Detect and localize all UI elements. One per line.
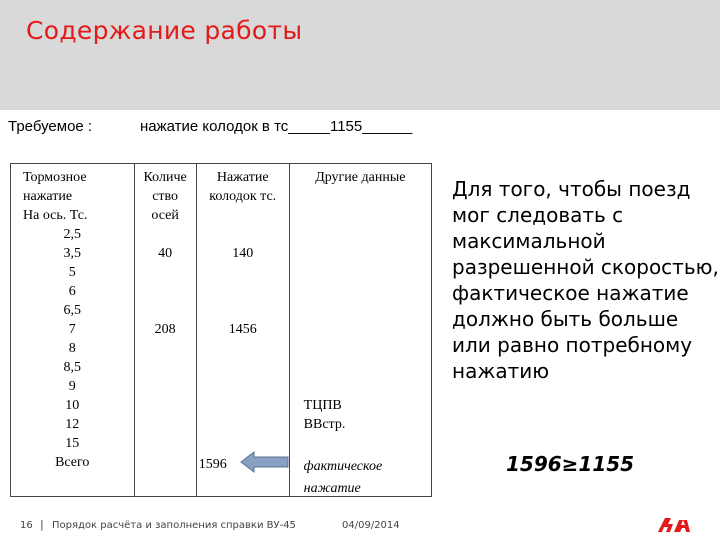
footer-separator: | xyxy=(40,518,44,531)
table-cell: 2,5 xyxy=(63,227,81,242)
table-cell: колодок тс. xyxy=(209,189,277,204)
table-cell: ство xyxy=(152,189,179,204)
table-cell: нажатие xyxy=(303,481,361,496)
table-cell: Нажатие xyxy=(216,170,269,185)
footer-date: 04/09/2014 xyxy=(342,520,400,531)
column-shoe-pressure xyxy=(196,164,289,497)
table-cell-total: 1596 xyxy=(198,457,227,472)
table-cell: 9 xyxy=(68,379,76,394)
comparison-formula: 1596≥1155 xyxy=(506,452,635,476)
table-cell: 6,5 xyxy=(63,303,81,318)
requirement-value: нажатие колодок в тс_____1155______ xyxy=(140,118,413,135)
column-other-data xyxy=(289,164,431,497)
table-cell: 10 xyxy=(65,398,80,413)
requirement-label: Требуемое : xyxy=(8,118,93,135)
table-cell: Количе xyxy=(143,170,187,185)
table-cell: нажатие xyxy=(23,189,73,204)
table-cell: 140 xyxy=(232,246,254,261)
table-row xyxy=(11,164,432,497)
table-cell: На ось. Тс. xyxy=(23,208,88,223)
table-cell: Тормозное xyxy=(23,170,87,185)
braking-table xyxy=(10,163,432,497)
table-cell: ТЦПВ xyxy=(303,398,342,413)
table-cell: осей xyxy=(151,208,179,223)
table-cell: 6 xyxy=(68,284,76,299)
page-number: 16 xyxy=(20,520,33,531)
explanation-note: Для того, чтобы поезд мог следовать с максимальной разрешенной скоростью, фактическое нажатие должно быть больше или равно потребному нажатию xyxy=(452,177,719,383)
table-cell: 8,5 xyxy=(63,360,81,375)
table-cell: ВВстр. xyxy=(303,417,346,432)
table-cell: 12 xyxy=(65,417,80,432)
table-cell: 8 xyxy=(68,341,76,356)
table-cell: 208 xyxy=(154,322,176,337)
footer-title: Порядок расчёта и заполнения справки ВУ-45 xyxy=(52,520,296,531)
table-cell: 15 xyxy=(65,436,80,451)
table-cell: 5 xyxy=(68,265,76,280)
table-cell: 7 xyxy=(68,322,76,337)
table-cell: фактическое xyxy=(303,459,383,474)
column-axle-count xyxy=(134,164,196,497)
table-cell: 3,5 xyxy=(63,246,81,261)
header-band xyxy=(0,0,720,110)
table-cell: Всего xyxy=(55,455,90,470)
rzd-logo xyxy=(655,514,695,536)
column-axle-pressure xyxy=(11,164,135,497)
page-title: Содержание работы xyxy=(26,16,303,45)
table-cell: Другие данные xyxy=(315,170,406,185)
table-cell: 40 xyxy=(158,246,173,261)
table-cell: 1456 xyxy=(228,322,257,337)
left-arrow-icon xyxy=(240,450,290,474)
